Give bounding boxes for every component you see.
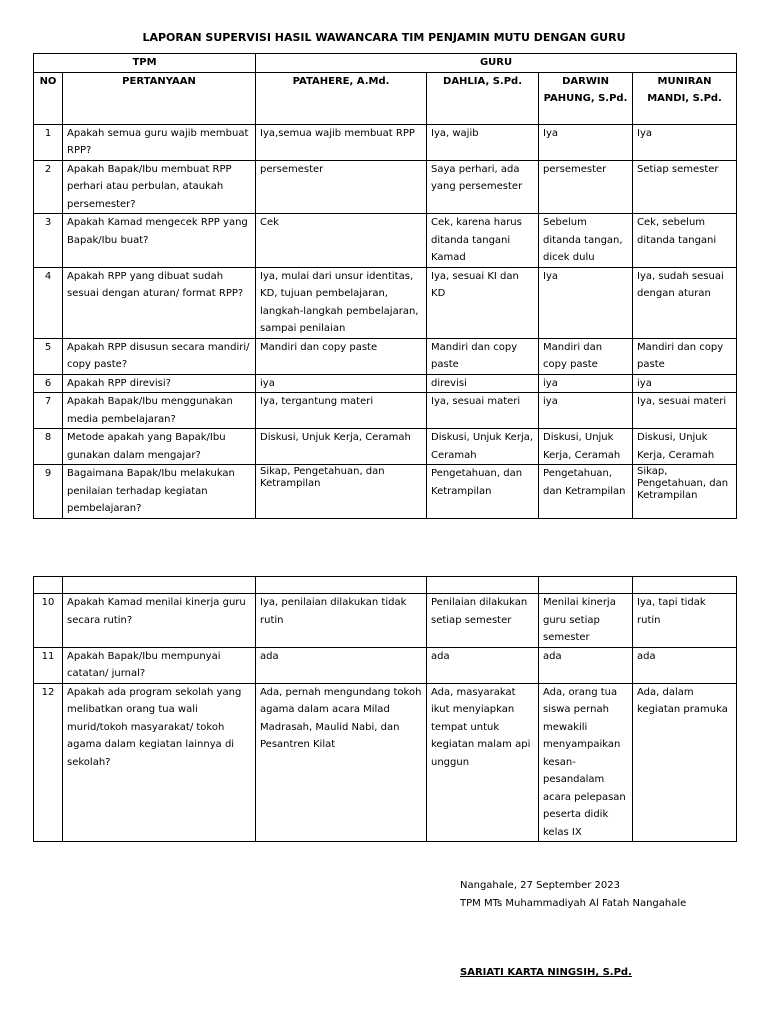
- answer-cell: iya: [256, 374, 427, 393]
- table-row: [34, 429, 737, 465]
- answer-cell: Iya, wajib: [427, 124, 539, 160]
- pertanyaan-header: PERTANYAAN: [63, 72, 256, 124]
- answer-cell: Diskusi, Unjuk Kerja, Ceramah: [539, 429, 633, 465]
- answer-cell: Ada, orang tua siswa pernah mewakili menyampaikan kesan-pesandalam acara pelepasan peserta didik kelas IX: [539, 683, 633, 842]
- answer-cell: ada: [256, 647, 427, 683]
- table-row: [34, 160, 737, 214]
- answer-cell: Iya, sudah sesuai dengan aturan: [633, 267, 737, 338]
- answer-cell: iya: [539, 374, 633, 393]
- supervision-table: [33, 53, 737, 519]
- answer-cell: Iya: [539, 124, 633, 160]
- question-cell: Apakah Bapak/Ibu menggunakan media pembelajaran?: [63, 393, 256, 429]
- answer-cell: Mandiri dan copy paste: [427, 338, 539, 374]
- question-cell: Apakah Kamad menilai kinerja guru secara rutin?: [63, 594, 256, 648]
- answer-cell: Pengetahuan, dan Ketrampilan: [427, 465, 539, 519]
- answer-cell: Cek: [256, 214, 427, 268]
- question-cell: Apakah Bapak/Ibu membuat RPP perhari atau perbulan, ataukah persemester?: [63, 160, 256, 214]
- teacher-header: DARWIN PAHUNG, S.Pd.: [539, 72, 633, 124]
- row-number: 1: [34, 124, 63, 160]
- answer-cell: ada: [427, 647, 539, 683]
- question-cell: Apakah ada program sekolah yang melibatkan orang tua wali murid/tokoh masyarakat/ tokoh agama dalam kegiatan lainnya di sekolah?: [63, 683, 256, 842]
- row-number: 6: [34, 374, 63, 393]
- answer-cell: Cek, sebelum ditanda tangani: [633, 214, 737, 268]
- table-row: [34, 124, 737, 160]
- blank-row: [34, 577, 737, 594]
- table-row: [34, 465, 737, 519]
- answer-cell: Pengetahuan, dan Ketrampilan: [539, 465, 633, 519]
- answer-cell: Sikap, Pengetahuan, dan Ketrampilan: [256, 465, 427, 519]
- question-cell: Apakah Kamad mengecek RPP yang Bapak/Ibu buat?: [63, 214, 256, 268]
- row-number: 4: [34, 267, 63, 338]
- answer-cell: Ada, dalam kegiatan pramuka: [633, 683, 737, 842]
- table-row: [34, 594, 737, 648]
- answer-cell: ada: [539, 647, 633, 683]
- answer-cell: Diskusi, Unjuk Kerja, Ceramah: [427, 429, 539, 465]
- table-row: [34, 338, 737, 374]
- answer-cell: persemester: [539, 160, 633, 214]
- answer-cell: Diskusi, Unjuk Kerja, Ceramah: [256, 429, 427, 465]
- header-row-groups: [34, 54, 737, 73]
- table-row: [34, 647, 737, 683]
- row-number: 5: [34, 338, 63, 374]
- question-cell: Apakah semua guru wajib membuat RPP?: [63, 124, 256, 160]
- teacher-header: MUNIRAN MANDI, S.Pd.: [633, 72, 737, 124]
- answer-cell: Cek, karena harus ditanda tangani Kamad: [427, 214, 539, 268]
- row-number: 8: [34, 429, 63, 465]
- answer-cell: Iya, sesuai KI dan KD: [427, 267, 539, 338]
- empty-cell: [633, 577, 737, 594]
- answer-cell: Iya,semua wajib membuat RPP: [256, 124, 427, 160]
- teacher-header: PATAHERE, A.Md.: [256, 72, 427, 124]
- table-row: [34, 374, 737, 393]
- empty-cell: [34, 577, 63, 594]
- answer-cell: Iya, mulai dari unsur identitas, KD, tujuan pembelajaran, langkah-langkah pembelajaran, sampai penilaian: [256, 267, 427, 338]
- empty-cell: [256, 577, 427, 594]
- answer-cell: Iya, tergantung materi: [256, 393, 427, 429]
- empty-cell: [63, 577, 256, 594]
- place-date: Nangahale, 27 September 2023: [460, 880, 620, 891]
- answer-cell: Diskusi, Unjuk Kerja, Ceramah: [633, 429, 737, 465]
- answer-cell: Mandiri dan copy paste: [539, 338, 633, 374]
- row-number: 9: [34, 465, 63, 519]
- answer-cell: Ada, pernah mengundang tokoh agama dalam acara Milad Madrasah, Maulid Nabi, dan Pesantren Kilat: [256, 683, 427, 842]
- answer-cell: Iya, sesuai materi: [633, 393, 737, 429]
- answer-cell: direvisi: [427, 374, 539, 393]
- answer-cell: Iya: [633, 124, 737, 160]
- empty-cell: [427, 577, 539, 594]
- answer-cell: Iya, sesuai materi: [427, 393, 539, 429]
- table-row: [34, 683, 737, 842]
- answer-cell: Ada, masyarakat ikut menyiapkan tempat untuk kegiatan malam api unggun: [427, 683, 539, 842]
- answer-cell: Iya: [539, 267, 633, 338]
- no-header: NO: [34, 72, 63, 124]
- tpm-header: TPM: [34, 54, 256, 73]
- answer-cell: persemester: [256, 160, 427, 214]
- header-row-columns: [34, 72, 737, 124]
- table-row: [34, 267, 737, 338]
- answer-cell: Mandiri dan copy paste: [633, 338, 737, 374]
- row-number: 3: [34, 214, 63, 268]
- question-cell: Bagaimana Bapak/Ibu melakukan penilaian terhadap kegiatan pembelajaran?: [63, 465, 256, 519]
- question-cell: Apakah RPP disusun secara mandiri/ copy paste?: [63, 338, 256, 374]
- answer-cell: Iya, penilaian dilakukan tidak rutin: [256, 594, 427, 648]
- answer-cell: Sikap, Pengetahuan, dan Ketrampilan: [633, 465, 737, 519]
- answer-cell: Sebelum ditanda tangan, dicek dulu: [539, 214, 633, 268]
- row-number: 12: [34, 683, 63, 842]
- answer-cell: Setiap semester: [633, 160, 737, 214]
- guru-header: GURU: [256, 54, 737, 73]
- question-cell: Apakah Bapak/Ibu mempunyai catatan/ jurnal?: [63, 647, 256, 683]
- row-number: 11: [34, 647, 63, 683]
- document-title: LAPORAN SUPERVISI HASIL WAWANCARA TIM PENJAMIN MUTU DENGAN GURU: [142, 31, 626, 44]
- question-cell: Apakah RPP direvisi?: [63, 374, 256, 393]
- answer-cell: ada: [633, 647, 737, 683]
- answer-cell: iya: [633, 374, 737, 393]
- answer-cell: Mandiri dan copy paste: [256, 338, 427, 374]
- question-cell: Apakah RPP yang dibuat sudah sesuai dengan aturan/ format RPP?: [63, 267, 256, 338]
- answer-cell: Menilai kinerja guru setiap semester: [539, 594, 633, 648]
- table-row: [34, 214, 737, 268]
- institution-name: TPM MTs Muhammadiyah Al Fatah Nangahale: [460, 898, 687, 909]
- table-row: [34, 393, 737, 429]
- row-number: 7: [34, 393, 63, 429]
- answer-cell: iya: [539, 393, 633, 429]
- answer-cell: Iya, tapi tidak rutin: [633, 594, 737, 648]
- answer-cell: Penilaian dilakukan setiap semester: [427, 594, 539, 648]
- empty-cell: [539, 577, 633, 594]
- teacher-header: DAHLIA, S.Pd.: [427, 72, 539, 124]
- question-cell: Metode apakah yang Bapak/Ibu gunakan dalam mengajar?: [63, 429, 256, 465]
- supervision-table-continued: [33, 576, 737, 842]
- row-number: 10: [34, 594, 63, 648]
- signer-name: SARIATI KARTA NINGSIH, S.Pd.: [460, 967, 632, 978]
- row-number: 2: [34, 160, 63, 214]
- answer-cell: Saya perhari, ada yang persemester: [427, 160, 539, 214]
